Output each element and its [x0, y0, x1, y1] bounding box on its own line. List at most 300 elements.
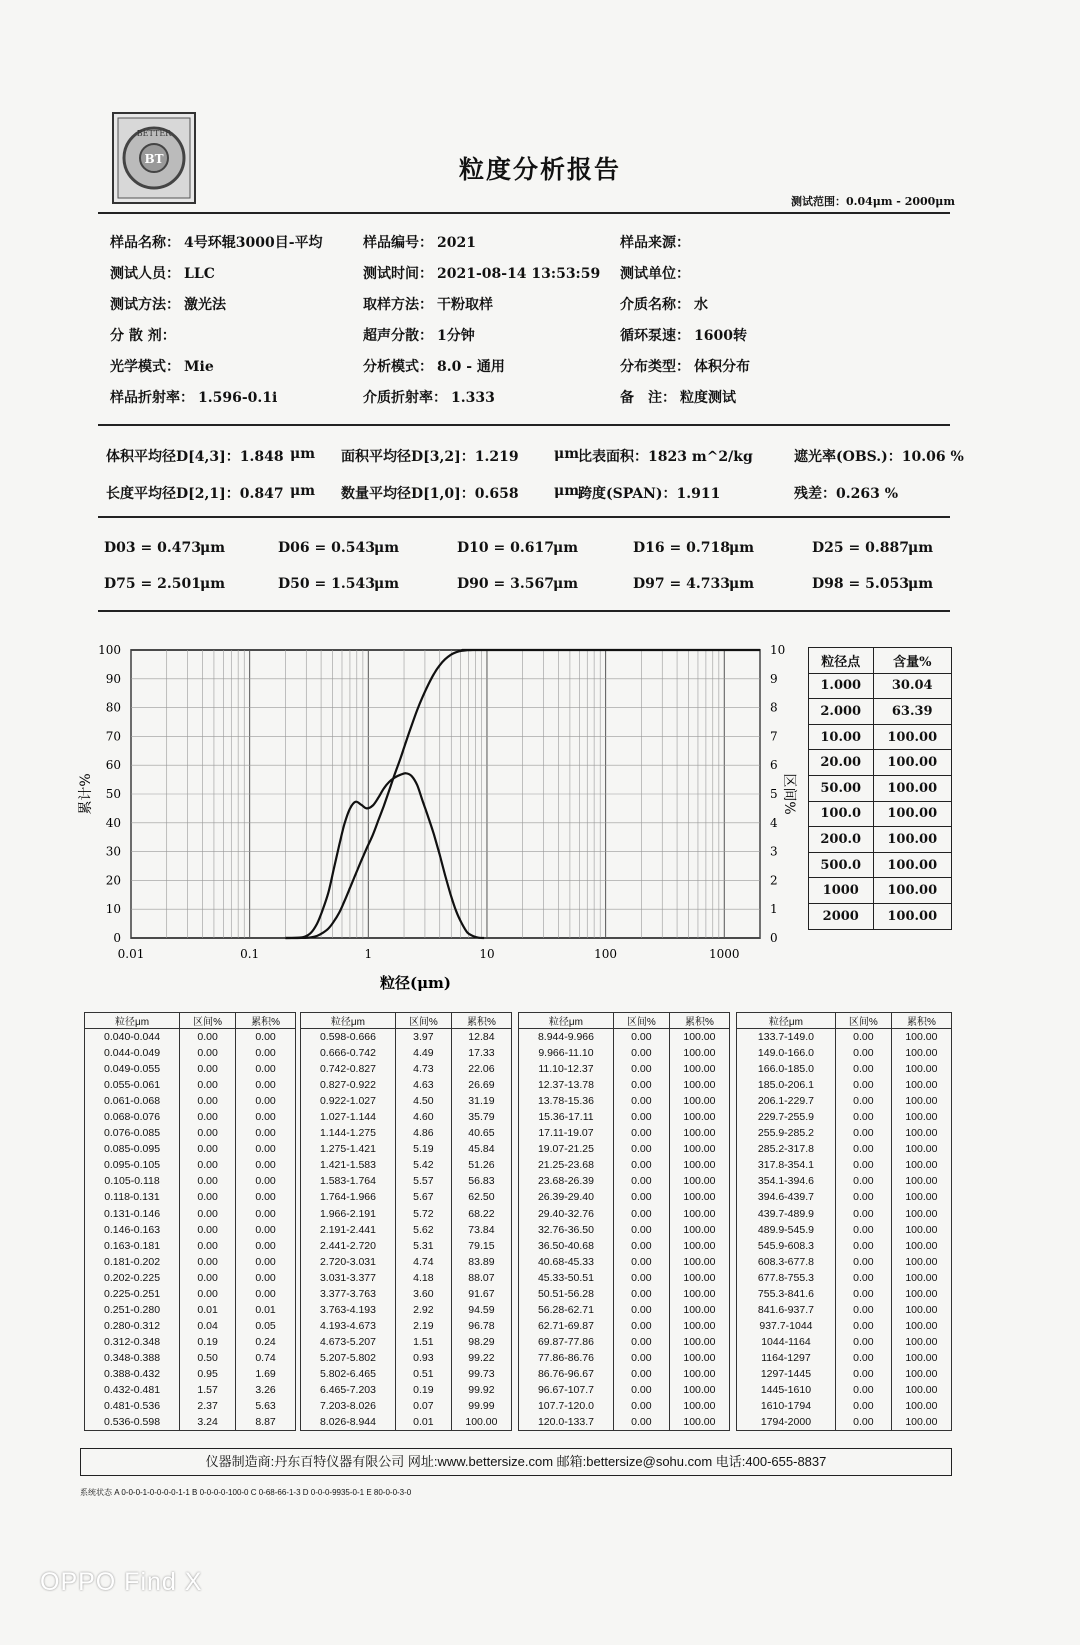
table-cell: 0.00	[613, 1173, 669, 1189]
table-cell: 5.19	[395, 1141, 451, 1157]
table-row	[737, 1270, 952, 1286]
table-cell: 0.00	[613, 1254, 669, 1270]
table-cell: 5.57	[395, 1173, 451, 1189]
d-value	[278, 540, 375, 556]
info-value: 1分钟	[437, 328, 475, 344]
table-cell: 40.68-45.33	[519, 1254, 614, 1270]
stat-unit: μm	[290, 446, 316, 462]
d-label: D16 =	[633, 540, 687, 556]
table-cell: 0.00	[613, 1414, 669, 1431]
x-tick-label: 1000	[709, 947, 740, 961]
table-row	[519, 1398, 730, 1414]
table-row	[809, 801, 952, 827]
table-cell: 107.7-120.0	[519, 1398, 614, 1414]
table-cell: 100.00	[891, 1414, 951, 1431]
table-cell: 19.07-21.25	[519, 1141, 614, 1157]
stat-label: 比表面积：	[578, 449, 648, 465]
d-value	[457, 540, 554, 556]
table-cell: 83.89	[451, 1254, 511, 1270]
table-cell: 0.00	[236, 1077, 296, 1093]
table-cell: 3.26	[236, 1382, 296, 1398]
table-cell: 0.00	[613, 1029, 669, 1046]
table-cell: 0.00	[613, 1302, 669, 1318]
table-cell: 185.0-206.1	[737, 1077, 836, 1093]
table-cell: 0.01	[236, 1302, 296, 1318]
table-cell: 0.00	[236, 1093, 296, 1109]
info-value: Mie	[184, 359, 214, 375]
table-cell: 2.191-2.441	[301, 1222, 396, 1238]
table-cell: 100.00	[873, 878, 952, 904]
d-label: D10 =	[457, 540, 511, 556]
table-cell: 0.00	[236, 1238, 296, 1254]
table-row	[301, 1093, 512, 1109]
table-cell: 0.00	[613, 1318, 669, 1334]
table-cell: 100.00	[891, 1029, 951, 1046]
table-cell: 6.465-7.203	[301, 1382, 396, 1398]
table-cell: 0.095-0.105	[85, 1157, 180, 1173]
table-cell: 4.673-5.207	[301, 1334, 396, 1350]
table-cell: 100.0	[809, 801, 874, 827]
table-cell: 100.00	[669, 1254, 729, 1270]
table-row	[519, 1061, 730, 1077]
table-row	[737, 1141, 952, 1157]
table-row	[85, 1382, 296, 1398]
cumulative-points-table	[808, 647, 952, 930]
info-field	[363, 387, 495, 407]
table-cell: 0.95	[180, 1366, 236, 1382]
table-cell: 354.1-394.6	[737, 1173, 836, 1189]
y2-tick-label: 0	[770, 931, 778, 945]
distribution-table	[518, 1012, 730, 1431]
table-cell: 100.00	[891, 1109, 951, 1125]
d-number: 0.473	[157, 540, 201, 556]
table-cell: 0.00	[613, 1093, 669, 1109]
stat-label: 数量平均径D[1,0]：	[341, 486, 475, 502]
table-row	[519, 1109, 730, 1125]
table-cell: 100.00	[873, 801, 952, 827]
table-cell: 2.37	[180, 1398, 236, 1414]
table-row	[85, 1398, 296, 1414]
table-cell: 0.00	[835, 1222, 891, 1238]
table-row	[737, 1061, 952, 1077]
table-row	[85, 1173, 296, 1189]
info-value: 体积分布	[694, 359, 750, 375]
table-row	[519, 1302, 730, 1318]
info-value: 粒度测试	[680, 390, 736, 406]
table-row	[737, 1254, 952, 1270]
table-cell: 937.7-1044	[737, 1318, 836, 1334]
table-cell: 841.6-937.7	[737, 1302, 836, 1318]
y2-tick-label: 9	[770, 671, 778, 686]
table-row	[301, 1109, 512, 1125]
table-cell: 50.51-56.28	[519, 1286, 614, 1302]
d-value	[104, 540, 201, 556]
divider	[98, 424, 950, 426]
y2-tick-label: 1	[770, 902, 778, 917]
info-value: 4号环辊3000目-平均	[184, 235, 323, 251]
table-cell: 1164-1297	[737, 1350, 836, 1366]
d-number: 5.053	[865, 576, 909, 592]
table-cell: 4.18	[395, 1270, 451, 1286]
table-row	[301, 1238, 512, 1254]
table-cell: 0.055-0.061	[85, 1077, 180, 1093]
table-row	[519, 1189, 730, 1205]
table-cell: 100.00	[891, 1222, 951, 1238]
divider	[98, 212, 950, 214]
info-value: 2021-08-14 13:53:59	[437, 266, 601, 282]
table-cell: 62.71-69.87	[519, 1318, 614, 1334]
table-row	[737, 1414, 952, 1431]
table-cell: 100.00	[669, 1206, 729, 1222]
table-cell: 545.9-608.3	[737, 1238, 836, 1254]
info-label: 样品编号：	[363, 235, 433, 251]
y-tick-label: 80	[105, 700, 121, 715]
table-cell: 0.00	[613, 1109, 669, 1125]
y-tick-label: 50	[105, 787, 121, 801]
table-row	[519, 1077, 730, 1093]
y2-tick-label: 5	[770, 787, 778, 801]
table-cell: 677.8-755.3	[737, 1270, 836, 1286]
table-row	[519, 1045, 730, 1061]
table-cell: 0.00	[835, 1254, 891, 1270]
info-field	[110, 325, 180, 345]
table-cell: 100.00	[891, 1141, 951, 1157]
table-cell: 0.00	[236, 1061, 296, 1077]
table-cell: 5.31	[395, 1238, 451, 1254]
table-row	[519, 1157, 730, 1173]
column-header: 区间%	[835, 1013, 891, 1029]
table-cell: 77.86-86.76	[519, 1350, 614, 1366]
table-cell: 2000	[809, 903, 874, 929]
table-cell: 0.00	[613, 1350, 669, 1366]
d-number: 1.543	[331, 576, 375, 592]
x-tick-label: 0.01	[117, 947, 145, 961]
table-cell: 0.085-0.095	[85, 1141, 180, 1157]
table-cell: 255.9-285.2	[737, 1125, 836, 1141]
table-cell: 4.193-4.673	[301, 1318, 396, 1334]
interval-curve	[285, 773, 484, 938]
table-row	[301, 1157, 512, 1173]
table-cell: 15.36-17.11	[519, 1109, 614, 1125]
table-cell: 4.63	[395, 1077, 451, 1093]
table-cell: 317.8-354.1	[737, 1157, 836, 1173]
table-cell: 1.421-1.583	[301, 1157, 396, 1173]
table-cell: 9.966-11.10	[519, 1045, 614, 1061]
table-cell: 0.00	[180, 1173, 236, 1189]
table-row	[85, 1045, 296, 1061]
table-cell: 0.00	[835, 1414, 891, 1431]
table-cell: 100.00	[891, 1350, 951, 1366]
table-cell: 32.76-36.50	[519, 1222, 614, 1238]
table-cell: 91.67	[451, 1286, 511, 1302]
table-row	[809, 878, 952, 904]
table-cell: 2.19	[395, 1318, 451, 1334]
table-cell: 100.00	[891, 1093, 951, 1109]
table-cell: 0.00	[613, 1141, 669, 1157]
d-unit: μm	[200, 576, 226, 592]
table-row	[519, 1029, 730, 1046]
table-cell: 149.0-166.0	[737, 1045, 836, 1061]
table-cell: 0.00	[180, 1157, 236, 1173]
table-cell: 0.00	[236, 1157, 296, 1173]
table-cell: 5.802-6.465	[301, 1366, 396, 1382]
table-cell: 1794-2000	[737, 1414, 836, 1431]
y2-tick-label: 8	[770, 700, 778, 715]
table-cell: 100.00	[669, 1382, 729, 1398]
table-row	[85, 1270, 296, 1286]
table-cell: 8.026-8.944	[301, 1414, 396, 1431]
table-cell: 0.00	[236, 1125, 296, 1141]
table-row	[85, 1238, 296, 1254]
table-cell: 0.00	[236, 1173, 296, 1189]
table-cell: 0.00	[835, 1398, 891, 1414]
table-cell: 1044-1164	[737, 1334, 836, 1350]
table-row	[519, 1141, 730, 1157]
stat-value: 1.911	[676, 486, 721, 502]
stat-unit: μm	[554, 446, 580, 462]
table-row	[737, 1045, 952, 1061]
table-cell: 0.00	[236, 1270, 296, 1286]
table-cell: 36.50-40.68	[519, 1238, 614, 1254]
table-row	[301, 1286, 512, 1302]
table-row	[301, 1366, 512, 1382]
info-field	[620, 356, 750, 376]
d-value	[633, 576, 730, 592]
table-row	[301, 1398, 512, 1414]
table-row	[301, 1414, 512, 1431]
table-cell: 1.51	[395, 1334, 451, 1350]
table-row	[85, 1302, 296, 1318]
table-cell: 0.00	[613, 1398, 669, 1414]
table-cell: 0.00	[835, 1173, 891, 1189]
table-cell: 0.146-0.163	[85, 1222, 180, 1238]
table-cell: 0.00	[236, 1109, 296, 1125]
stat-unit: μm	[290, 483, 316, 499]
table-cell: 40.65	[451, 1125, 511, 1141]
table-cell: 3.763-4.193	[301, 1302, 396, 1318]
table-cell: 100.00	[873, 724, 952, 750]
d-label: D25 =	[812, 540, 866, 556]
particle-size-chart	[70, 630, 797, 1000]
table-cell: 1.275-1.421	[301, 1141, 396, 1157]
table-cell: 0.481-0.536	[85, 1398, 180, 1414]
table-row	[301, 1029, 512, 1046]
column-header: 区间%	[613, 1013, 669, 1029]
table-cell: 285.2-317.8	[737, 1141, 836, 1157]
d-unit: μm	[553, 540, 579, 556]
table-cell: 100.00	[669, 1302, 729, 1318]
table-cell: 0.00	[613, 1061, 669, 1077]
table-cell: 2.92	[395, 1302, 451, 1318]
d-value	[812, 540, 909, 556]
logo-ring-text: BETTER	[136, 129, 172, 138]
info-label: 光学模式：	[110, 359, 180, 375]
table-cell: 100.00	[669, 1077, 729, 1093]
table-cell: 68.22	[451, 1206, 511, 1222]
table-cell: 0.00	[835, 1238, 891, 1254]
table-cell: 73.84	[451, 1222, 511, 1238]
system-status: 系统状态 A 0-0-0-1-0-0-0-0-1-1 B 0-0-0-0-100-0 C 0-68-66-1-3 D 0-0-0-9935-0-1 E 80-0-0-3-0	[80, 1488, 412, 1497]
divider	[98, 610, 950, 612]
table-cell: 1.966-2.191	[301, 1206, 396, 1222]
table-row	[519, 1238, 730, 1254]
table-row	[737, 1398, 952, 1414]
table-row	[301, 1382, 512, 1398]
table-cell: 100.00	[891, 1286, 951, 1302]
d-unit: μm	[374, 540, 400, 556]
table-row	[519, 1093, 730, 1109]
table-cell: 100.00	[669, 1173, 729, 1189]
info-value: 水	[694, 297, 708, 313]
info-field	[363, 356, 505, 376]
table-cell: 1.57	[180, 1382, 236, 1398]
table-cell: 7.203-8.026	[301, 1398, 396, 1414]
column-header: 粒径μm	[301, 1013, 396, 1029]
stat-field	[578, 483, 720, 503]
table-row	[301, 1222, 512, 1238]
table-cell: 0.00	[180, 1270, 236, 1286]
table-cell: 86.76-96.67	[519, 1366, 614, 1382]
table-cell: 100.00	[891, 1077, 951, 1093]
table-cell: 3.97	[395, 1029, 451, 1046]
table-cell: 0.00	[835, 1302, 891, 1318]
info-field	[110, 387, 277, 407]
table-row	[301, 1318, 512, 1334]
table-cell: 206.1-229.7	[737, 1093, 836, 1109]
x-axis-label: 粒径(μm)	[379, 974, 452, 992]
table-cell: 100.00	[873, 827, 952, 853]
stat-field	[341, 446, 519, 466]
table-cell: 0.00	[835, 1189, 891, 1205]
table-row	[809, 750, 952, 776]
column-header: 粒径μm	[737, 1013, 836, 1029]
d-number: 0.543	[331, 540, 375, 556]
d-label: D50 =	[278, 576, 332, 592]
table-row	[737, 1093, 952, 1109]
table-cell: 100.00	[669, 1029, 729, 1046]
d-value	[278, 576, 375, 592]
table-cell: 5.72	[395, 1206, 451, 1222]
table-row	[85, 1366, 296, 1382]
table-cell: 755.3-841.6	[737, 1286, 836, 1302]
table-cell: 0.07	[395, 1398, 451, 1414]
table-cell: 0.00	[835, 1286, 891, 1302]
table-cell: 166.0-185.0	[737, 1061, 836, 1077]
table-cell: 17.33	[451, 1045, 511, 1061]
table-cell: 0.049-0.055	[85, 1061, 180, 1077]
table-cell: 21.25-23.68	[519, 1157, 614, 1173]
table-row	[737, 1109, 952, 1125]
table-cell: 0.076-0.085	[85, 1125, 180, 1141]
distribution-table	[736, 1012, 952, 1431]
table-row	[737, 1302, 952, 1318]
table-cell: 1.583-1.764	[301, 1173, 396, 1189]
stat-value: 0.263 %	[836, 486, 899, 502]
d-label: D90 =	[457, 576, 511, 592]
table-cell: 0.598-0.666	[301, 1029, 396, 1046]
table-cell: 0.00	[180, 1045, 236, 1061]
table-row	[737, 1318, 952, 1334]
table-cell: 0.01	[395, 1414, 451, 1431]
table-cell: 63.39	[873, 699, 952, 725]
table-cell: 100.00	[891, 1238, 951, 1254]
table-cell: 0.348-0.388	[85, 1350, 180, 1366]
table-cell: 100.00	[669, 1061, 729, 1077]
d-value	[633, 540, 730, 556]
table-cell: 1.144-1.275	[301, 1125, 396, 1141]
info-value: 1.596-0.1i	[198, 390, 278, 406]
x-tick-label: 10	[479, 947, 495, 961]
info-field	[620, 387, 736, 407]
table-cell: 500.0	[809, 852, 874, 878]
table-cell: 0.00	[835, 1382, 891, 1398]
info-label: 循环泵速：	[620, 328, 690, 344]
table-cell: 8.944-9.966	[519, 1029, 614, 1046]
table-cell: 56.83	[451, 1173, 511, 1189]
table-cell: 100.00	[873, 775, 952, 801]
d-unit: μm	[553, 576, 579, 592]
y2-tick-label: 7	[770, 729, 778, 744]
table-cell: 0.00	[180, 1125, 236, 1141]
d-value	[812, 576, 909, 592]
info-field	[363, 232, 476, 252]
table-cell: 30.04	[873, 673, 952, 699]
info-label: 备 注：	[620, 390, 676, 406]
table-cell: 26.39-29.40	[519, 1189, 614, 1205]
table-row	[85, 1189, 296, 1205]
table-cell: 0.00	[180, 1061, 236, 1077]
stat-value: 10.06 %	[901, 449, 964, 465]
info-label: 取样方法：	[363, 297, 433, 313]
y-tick-label: 30	[105, 844, 121, 859]
report-title: 粒度分析报告	[458, 155, 621, 184]
column-header: 累积%	[669, 1013, 729, 1029]
table-row	[737, 1077, 952, 1093]
info-field	[363, 294, 493, 314]
table-row	[737, 1350, 952, 1366]
table-row	[85, 1350, 296, 1366]
table-cell: 133.7-149.0	[737, 1029, 836, 1046]
table-cell: 0.202-0.225	[85, 1270, 180, 1286]
table-row	[85, 1286, 296, 1302]
d-unit: μm	[374, 576, 400, 592]
info-value: 8.0 - 通用	[437, 359, 505, 375]
table-cell: 0.251-0.280	[85, 1302, 180, 1318]
x-tick-label: 0.1	[240, 947, 260, 961]
table-row	[301, 1334, 512, 1350]
info-field	[110, 232, 323, 252]
info-label: 测试方法：	[110, 297, 180, 313]
stat-label: 体积平均径D[4,3]：	[106, 449, 240, 465]
table-cell: 0.00	[236, 1254, 296, 1270]
table-row	[737, 1222, 952, 1238]
table-cell: 0.00	[835, 1206, 891, 1222]
table-cell: 88.07	[451, 1270, 511, 1286]
table-cell: 0.00	[613, 1045, 669, 1061]
info-label: 测试单位：	[620, 266, 690, 282]
info-label: 介质名称：	[620, 297, 690, 313]
stat-field	[578, 446, 753, 466]
table-cell: 22.06	[451, 1061, 511, 1077]
table-cell: 100.00	[669, 1222, 729, 1238]
info-label: 分析模式：	[363, 359, 433, 375]
d-unit: μm	[908, 540, 934, 556]
distribution-table	[84, 1012, 296, 1431]
table-cell: 3.377-3.763	[301, 1286, 396, 1302]
table-row	[301, 1045, 512, 1061]
table-cell: 1.764-1.966	[301, 1189, 396, 1205]
table-cell: 100.00	[669, 1093, 729, 1109]
